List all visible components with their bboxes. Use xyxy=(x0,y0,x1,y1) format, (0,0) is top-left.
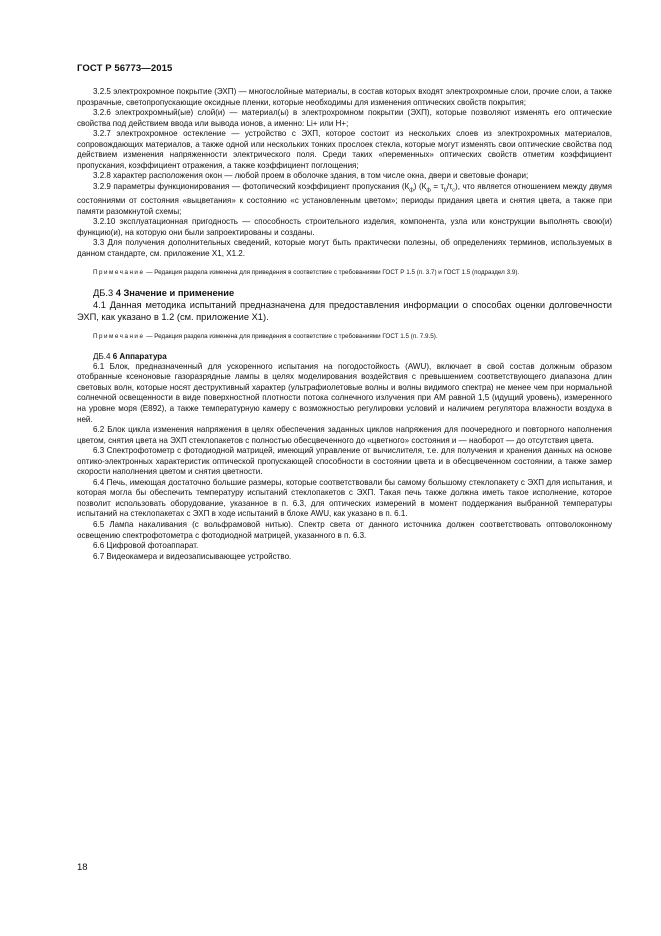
paragraph-3-2-10: 3.2.10 эксплуатационная пригодность — способность строительного изделия, компонента, узла или конструкции выполнять свою(и) функцию(и), на которую они были запроектированы и созданы. xyxy=(77,217,612,237)
section-4-heading xyxy=(77,287,612,299)
paragraph-6-2: 6.2 Блок цикла изменения напряжения в целях обеспечения заданных циклов напряжения для поочередного и повторного наполнения цветом, снятия цвета на ЭХП стеклопакетов с полностью обесцвеченного до «цветного» состояния и — наоборот — до отсутствия цвета. xyxy=(77,425,612,445)
paragraph-6-7: 6.7 Видеокамера и видеозаписывающее устройство. xyxy=(93,551,292,561)
p329-text-after: ), что является отношением между двумя состояниями от состояния «выцветания» к состоянию «с установленным цветом»; периоды придания цвета и снятия цвета, а также при памяти разомкнутой схемы; xyxy=(77,181,612,216)
section-6-prefix: ДБ.4 xyxy=(93,351,113,361)
p329-text-slash: /τ xyxy=(446,181,453,191)
note-2 xyxy=(77,332,612,342)
p329-subscript-3: b xyxy=(443,187,447,194)
page-number: 18 xyxy=(77,862,88,873)
note-1 xyxy=(77,268,612,278)
paragraph-6-3: 6.3 Спектрофотометр с фотодиодной матрицей, имеющий управление от вычислителя, т.е. для получения и хранения данных на основе оптико-электронных характеристик оптической пропускающей способности в состоянии цвета и в обесцвеченном состоянии, а также замер скорости наполнения цветом и снятия цветности. xyxy=(77,446,612,477)
paragraph-3-2-5: 3.2.5 электрохромное покрытие (ЭХП) — многослойные материалы, в состав которых входят электрохромные слои, прочие слои, а также прозрачные, светопропускающие оксидные пленки, которые необходимы для изменения оптических свойств покрытия; xyxy=(77,87,612,107)
section-6-heading xyxy=(77,351,612,362)
paragraph-3-2-6: 3.2.6 электрохромный(ые) слой(и) — материал(ы) в электрохромном покрытии (ЭХП), которые позволяют изменять его оптические свойства под действием ввода или вывода ионов, а именно: Li+ или H+; xyxy=(77,108,612,128)
paragraph-3-2-9 xyxy=(77,182,612,217)
note-2-label: Примечание xyxy=(93,333,145,341)
p329-subscript-1: ф xyxy=(409,187,414,194)
p329-subscript-4: c xyxy=(452,187,456,194)
section-4-prefix: ДБ.3 xyxy=(93,287,116,298)
note-1-label: Примечание xyxy=(93,269,145,277)
p329-subscript-2: ф xyxy=(426,187,431,194)
paragraph-6-4: 6.4 Печь, имеющая достаточно большие размеры, которые соответствовали бы самому большому стеклопакету с ЭХП для испытания, и которая могла бы обеспечить температуру испытаний стеклопакетов с ЭХП. Такая печь также должна иметь такое исполнение, которое позволит использовать оборудование, указанное в п. 6.3, для оптических измерений в момент поддержания выбранной температуры испытаний на стеклопакетах с ЭХП в ходе испытаний в блоке AWU, как указано в п. 6.1. xyxy=(77,477,612,519)
section-6-title: 6 Аппаратура xyxy=(112,351,167,361)
page-header: ГОСТ Р 56773—2015 xyxy=(77,63,173,74)
paragraph-6-6: 6.6 Цифровой фотоаппарат. xyxy=(93,541,199,551)
paragraph-3-3: 3.3 Для получения дополнительных сведений, которые могут быть практически полезны, об определениях терминов, используемых в данном стандарте, см. приложение X1, X1.2. xyxy=(77,238,612,258)
note-2-text: — Редакция раздела изменена для приведения в соответствие с требованиями ГОСТ 1.5 (п. 7.9.5). xyxy=(144,333,438,341)
paragraph-6-1: 6.1 Блок, предназначенный для ускоренного испытания на погодостойкость (AWU), включает в свой состав должным образом отобранные ксеноновые газоразрядные лампы в целях моделирования воздействия с превышением соответствующего диапазона длин световых волн, которые носят деструктивный характер (ультрафиолетовые волны и волны видимого спектра) не менее чем при нормальной солнечной освещенности в виде поверхностной плотности потока солнечного излучения при АМ равной 1,5 (идущий уровень), измеренного на уровне моря (E892), а также температурную камеру с возможностью регулировки условий и наличием регулятора влажности воздуха в ней. xyxy=(77,361,612,424)
paragraph-6-5: 6.5 Лампа накаливания (с вольфрамовой нитью). Спектр света от данного источника должен соответствовать оптоволоконному освещению спектрофотометра с фотодиодной матрицей, указанного в п. 6.3. xyxy=(77,519,612,540)
paragraph-4-1: 4.1 Данная методика испытаний предназначена для предоставления информации о способах оценки долговечности ЭХП, как указано в 1.2 (см. приложение X1). xyxy=(77,299,612,323)
p329-text-eq: = τ xyxy=(430,181,444,191)
paragraph-3-2-8: 3.2.8 характер расположения окон — любой проем в оболочке здания, в том числе окна, двери и световые фонари; xyxy=(93,171,529,181)
page-content xyxy=(77,87,612,562)
section-4-title: 4 Значение и применение xyxy=(115,287,235,298)
section-4-body xyxy=(77,299,612,323)
p329-text-middle: ) (К xyxy=(413,181,427,191)
p329-text-before: 3.2.9 параметры функционирования — фотопический коэффициент пропускания (К xyxy=(93,181,410,191)
paragraph-3-2-7: 3.2.7 электрохромное остекление — устройство с ЭХП, которое состоит из нескольких слоев из электрохромных материалов, сопровождающих материалов, а также одной или нескольких тонких прослоек стекла, которые могут изменять свои оптические свойства под действием изменения напряженности электрического поля. Среди таких «переменных» оптических свойств отметим коэффициент пропускания, коэффициент отражения, а также коэффициент поглощения; xyxy=(77,129,612,170)
note-1-text: — Редакция раздела изменена для приведения в соответствие с требованиями ГОСТ Р 1.5 (п. 3.7) и ГОСТ 1.5 (подраздел 3.9). xyxy=(144,269,520,277)
